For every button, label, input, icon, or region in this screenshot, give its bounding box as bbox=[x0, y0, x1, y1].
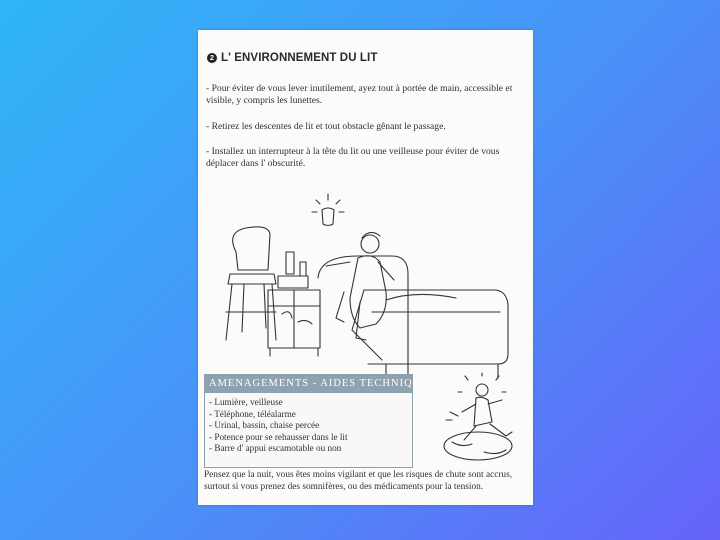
aid-item: - Urinal, bassin, chaise percée bbox=[209, 420, 320, 430]
falling-person-illustration bbox=[438, 372, 528, 468]
bed-drawing bbox=[318, 256, 508, 378]
elderly-person-drawing bbox=[326, 232, 456, 340]
technical-aids-header: AMENAGEMENTS - AIDES TECHNIQUES bbox=[205, 375, 412, 393]
scanned-document-page bbox=[198, 30, 533, 505]
aid-item: - Lumière, veilleuse bbox=[209, 397, 283, 407]
section-number-badge: 2 bbox=[207, 53, 217, 63]
advice-paragraph-3: - Installez un interrupteur à la tête du lit ou une veilleuse pour éviter de vous déplacer dans l' obscurité. bbox=[206, 146, 500, 169]
advice-paragraph-2: - Retirez les descentes de lit et tout obstacle gênant le passage. bbox=[206, 121, 446, 132]
advice-paragraph-1: - Pour éviter de vous lever inutilement, ayez tout à portée de main, accessible et visible, y compris les lunettes. bbox=[206, 83, 513, 106]
section-title-text: L' ENVIRONNEMENT DU LIT bbox=[221, 52, 378, 64]
night-risk-warning: Pensez que la nuit, vous êtes moins vigilant et que les risques de chute sont accrus, surtout si vous prenez des somnifères, ou des médicaments pour la tension. bbox=[204, 470, 513, 492]
technical-aids-list bbox=[205, 397, 412, 455]
section-title bbox=[207, 52, 377, 64]
wall-lamp-drawing bbox=[312, 194, 344, 226]
technical-aids-box bbox=[204, 374, 436, 468]
aid-item: - Barre d' appui escamotable ou non bbox=[209, 443, 342, 453]
aid-item: - Potence pour se rehausser dans le lit bbox=[209, 431, 348, 442]
bedroom-illustration bbox=[198, 182, 533, 372]
aid-item: - Téléphone, téléalarme bbox=[209, 408, 296, 419]
